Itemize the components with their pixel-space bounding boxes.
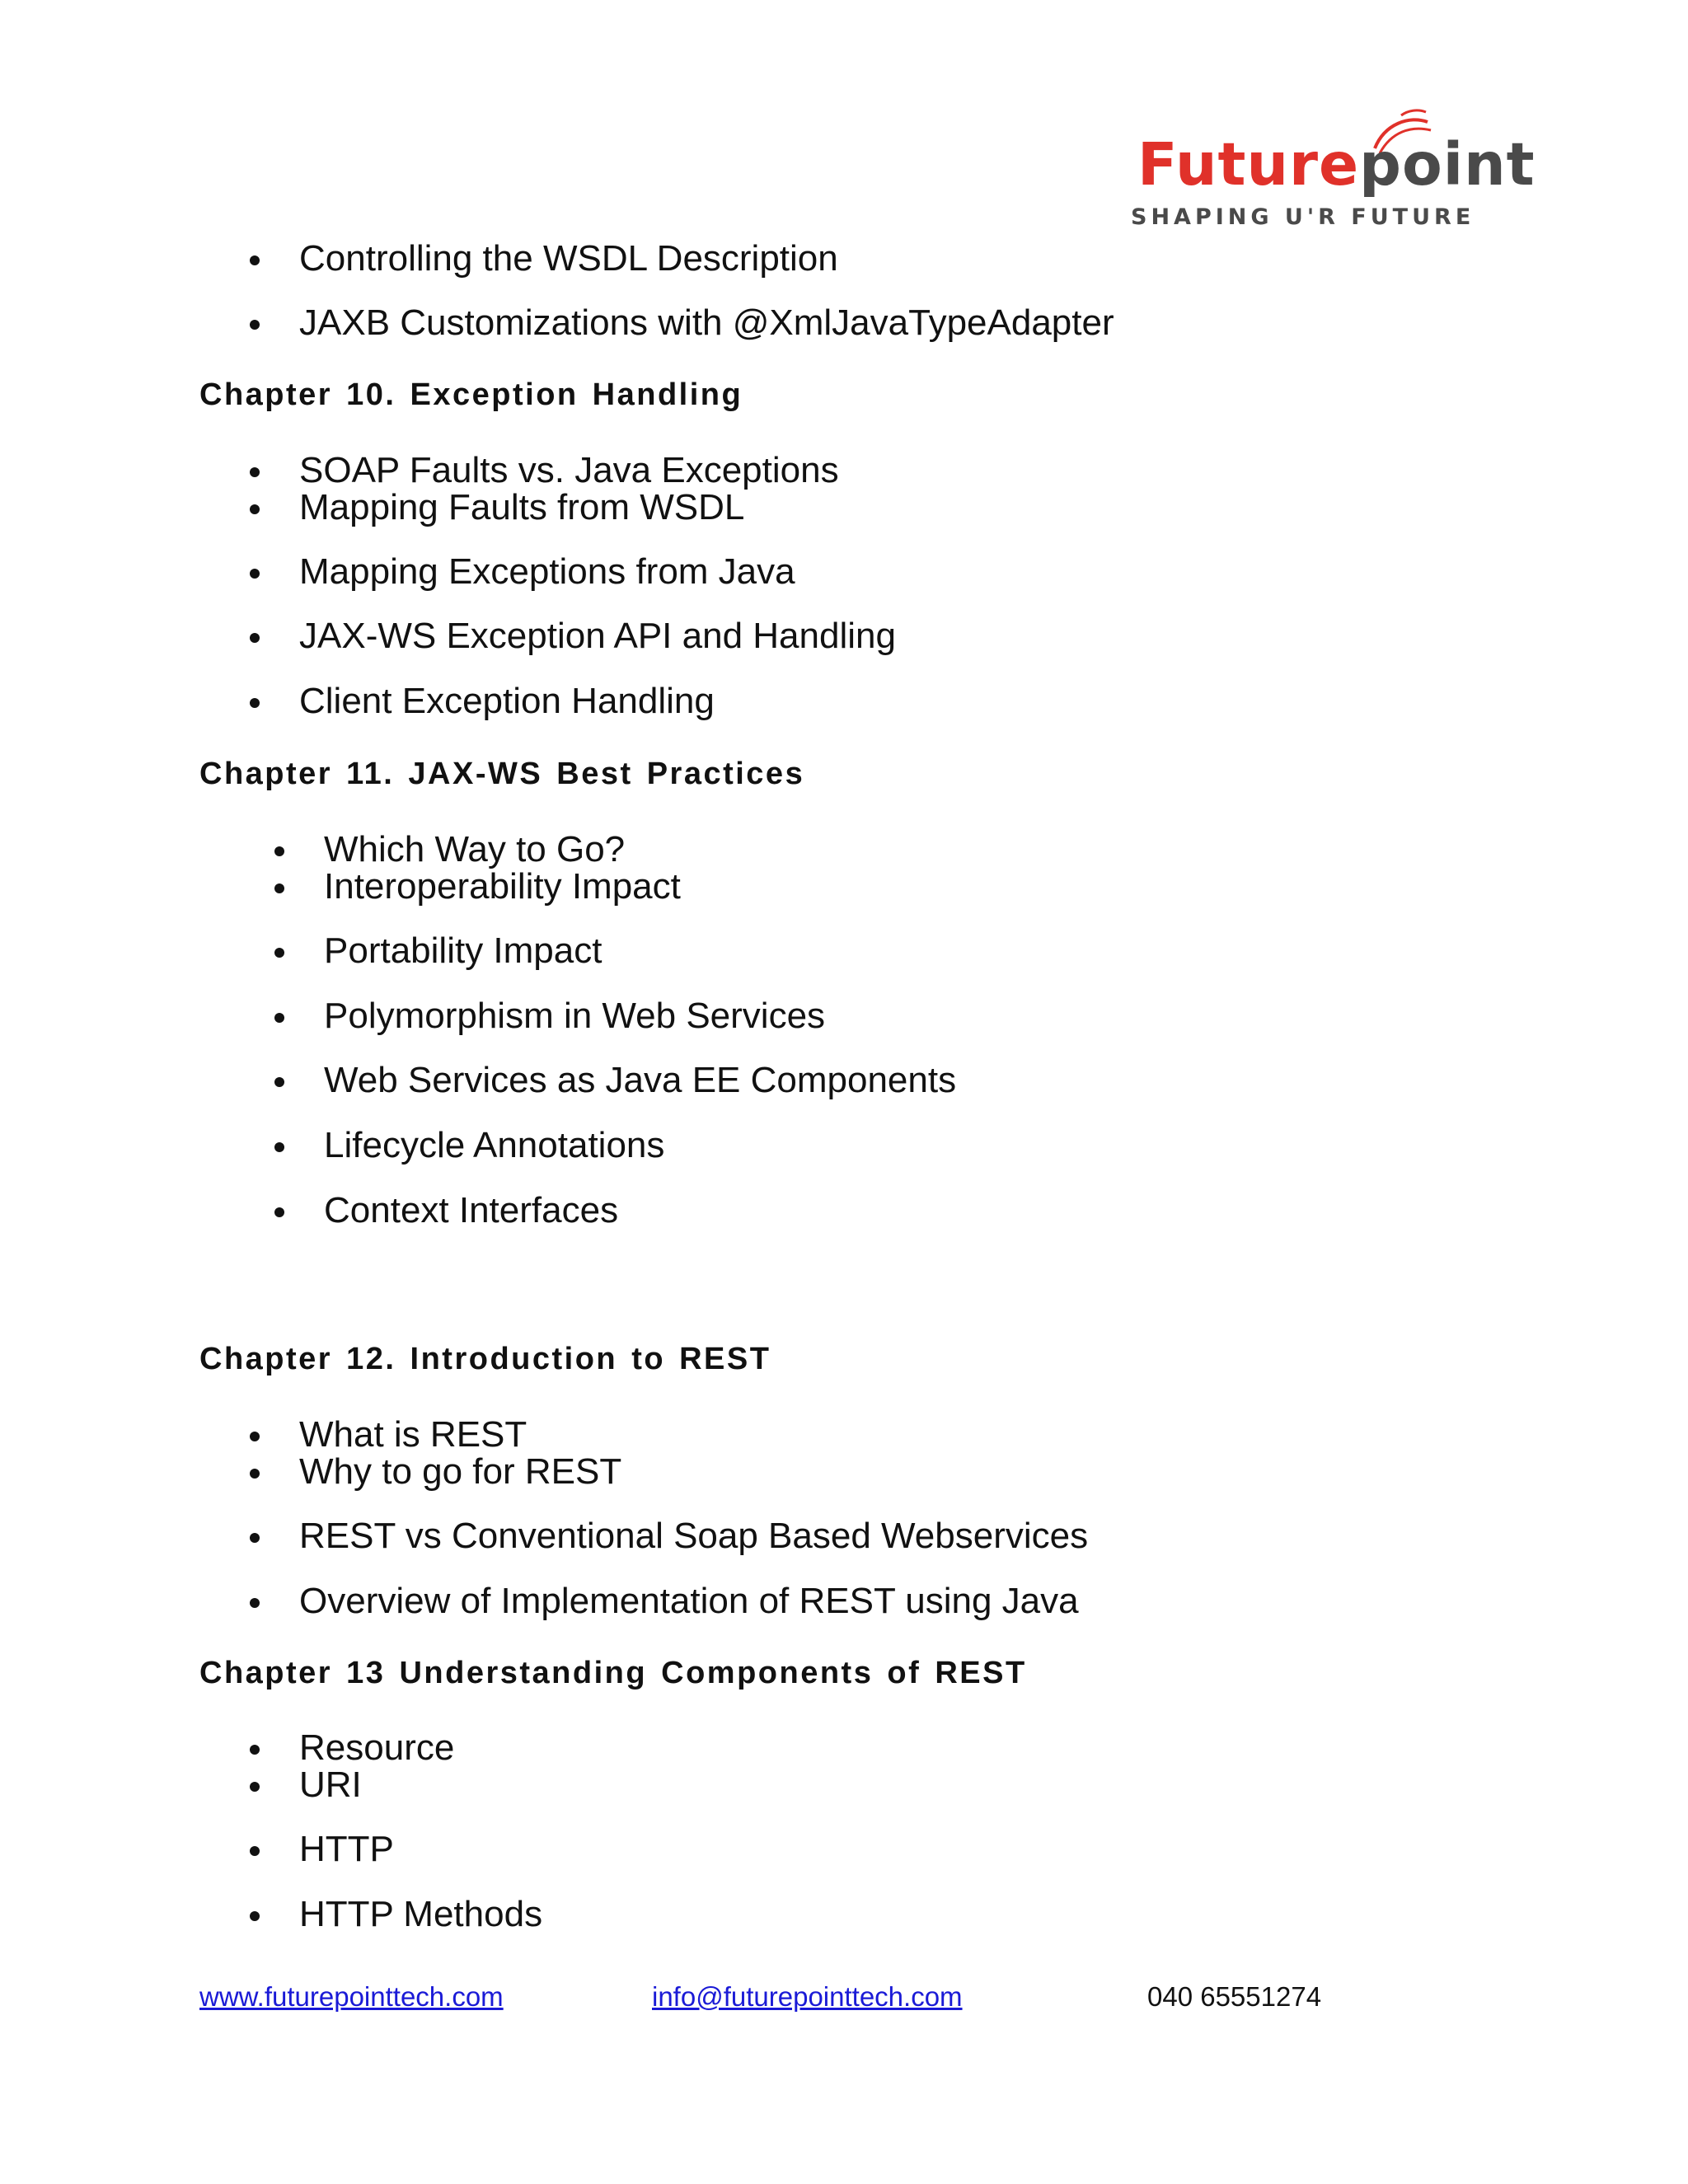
logo-name-part2: point	[1359, 130, 1536, 199]
bullet-icon	[250, 1533, 260, 1543]
bullet-icon	[274, 1077, 284, 1087]
bullet-icon	[250, 1782, 260, 1792]
bullet-icon	[250, 569, 260, 579]
bullet-icon	[250, 1745, 260, 1755]
list-item-text: Controlling the WSDL Description	[299, 238, 838, 279]
list-item-text: Lifecycle Annotations	[324, 1125, 665, 1165]
bullet-icon	[250, 633, 260, 643]
bullet-icon	[274, 1142, 284, 1152]
bullet-icon	[274, 1013, 284, 1023]
list-item-text: REST vs Conventional Soap Based Webservices	[299, 1516, 1089, 1556]
logo-name-part1: Future	[1137, 130, 1360, 199]
list-item-text: HTTP Methods	[299, 1894, 543, 1934]
bullet-icon	[250, 504, 260, 514]
bullet-icon	[250, 1598, 260, 1608]
bullet-icon	[274, 948, 284, 958]
list-item-text: Client Exception Handling	[299, 681, 715, 721]
list-item-text: JAXB Customizations with @XmlJavaTypeAdapter	[299, 302, 1114, 343]
chapter-heading: Chapter 13 Understanding Components of REST	[199, 1656, 1027, 1690]
company-logo	[1121, 107, 1536, 239]
bullet-icon	[274, 1207, 284, 1217]
chapter-heading: Chapter 10. Exception Handling	[199, 377, 743, 412]
list-item-text: Overview of Implementation of REST using Java	[299, 1581, 1079, 1621]
list-item-text: Portability Impact	[324, 930, 603, 971]
footer-email-link[interactable]: info@futurepointtech.com	[652, 1981, 963, 2012]
list-item-text: Resource	[299, 1727, 455, 1768]
bullet-icon	[274, 846, 284, 856]
bullet-icon	[250, 1469, 260, 1479]
list-item-text: Context Interfaces	[324, 1190, 619, 1230]
logo-wordmark	[1137, 130, 1536, 199]
bullet-icon	[250, 698, 260, 708]
list-item-text: Polymorphism in Web Services	[324, 996, 826, 1036]
list-item-text: Why to go for REST	[299, 1451, 622, 1492]
list-item-text: Mapping Faults from WSDL	[299, 487, 745, 527]
list-item-text: URI	[299, 1765, 362, 1805]
list-item-text: SOAP Faults vs. Java Exceptions	[299, 450, 839, 490]
footer-phone: 040 65551274	[1147, 1981, 1322, 2012]
list-item-text: Web Services as Java EE Components	[324, 1060, 957, 1100]
list-item-text: HTTP	[299, 1829, 394, 1869]
bullet-icon	[250, 320, 260, 330]
bullet-icon	[250, 1846, 260, 1856]
footer-website-link[interactable]: www.futurepointtech.com	[199, 1981, 504, 2012]
bullet-icon	[250, 1432, 260, 1441]
logo-tagline: SHAPING U'R FUTURE	[1131, 204, 1475, 230]
bullet-icon	[250, 467, 260, 477]
chapter-heading: Chapter 12. Introduction to REST	[199, 1342, 771, 1376]
bullet-icon	[274, 883, 284, 893]
list-item-text: Mapping Exceptions from Java	[299, 551, 795, 592]
list-item-text: What is REST	[299, 1414, 528, 1455]
list-item-text: JAX-WS Exception API and Handling	[299, 616, 896, 656]
chapter-heading: Chapter 11. JAX-WS Best Practices	[199, 757, 805, 791]
list-item-text: Interoperability Impact	[324, 866, 681, 907]
list-item-text: Which Way to Go?	[324, 829, 626, 869]
bullet-icon	[250, 255, 260, 265]
bullet-icon	[250, 1911, 260, 1921]
